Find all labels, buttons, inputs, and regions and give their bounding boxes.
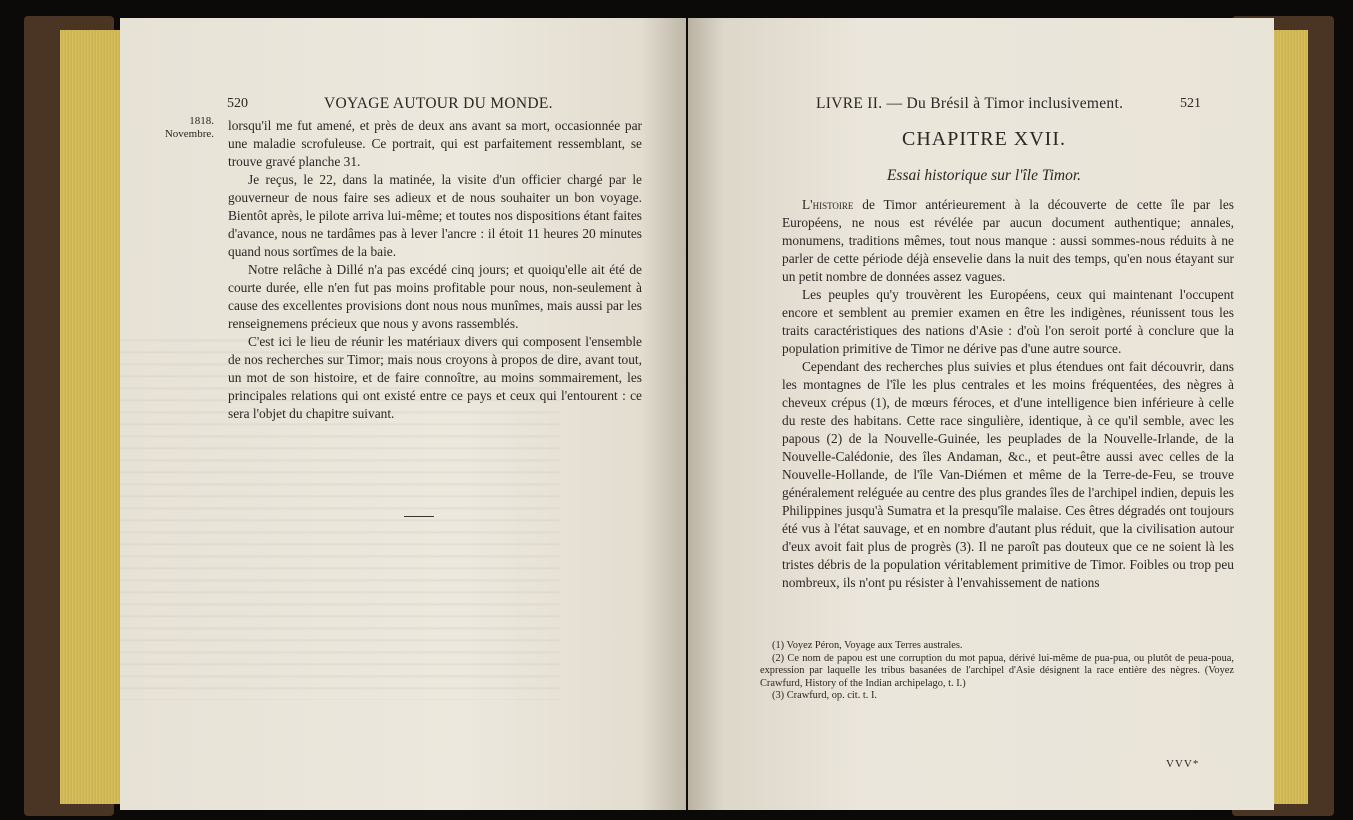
- left-body-text: [228, 117, 642, 423]
- footnotes: [760, 640, 1234, 703]
- gilt-page-edge-right: [1268, 30, 1308, 804]
- margin-note: [158, 115, 214, 141]
- lead-word: L'histoire: [802, 197, 854, 212]
- left-running-head: VOYAGE AUTOUR DU MONDE.: [324, 95, 553, 112]
- paragraph-text: de Timor antérieurement à la découverte de cette île par les Européens, ne nous est révélée par aucun document authentique; annales, monumens, traditions mêmes, tout nous manque : aussi sommes-nous réduits à ne parler de cette période déjà ensevelie dans la nuit des temps, qu'en nous étayant sur un petit nombre de données assez vagues.: [782, 197, 1234, 284]
- right-running-head: LIVRE II. — Du Brésil à Timor inclusivement.: [816, 95, 1124, 112]
- chapter-subtitle: Essai historique sur l'île Timor.: [886, 167, 1082, 184]
- chapter-title: CHAPITRE XVII.: [902, 128, 1066, 150]
- right-page-number: 521: [1180, 96, 1201, 111]
- paragraph: C'est ici le lieu de réunir les matériaux divers qui composent l'ensemble de nos recherches sur Timor; mais nous croyons à propos de dire, avant tout, un mot de son histoire, et de faire connoître, au moins sommairement, les principales relations qui ont existé entre ce pays et ceux qui l'entourent : ce sera l'objet du chapitre suivant.: [228, 334, 642, 421]
- footnote: (1) Voyez Péron, Voyage aux Terres australes.: [772, 640, 963, 651]
- section-rule: [404, 516, 434, 517]
- left-page-number: 520: [227, 96, 248, 111]
- paragraph: [782, 196, 1234, 286]
- paragraph: lorsqu'il me fut amené, et près de deux ans avant sa mort, occasionnée par une maladie scrofuleuse. Ce portrait, qui est parfaitement ressemblant, se trouve gravé planche 31.: [228, 118, 642, 169]
- paragraph: Cependant des recherches plus suivies et plus étendues ont fait découvrir, dans les montagnes de l'île les plus centrales et les moins fréquentées, des nègres à cheveux crépus (1), de mœurs féroces, et d'une intelligence bien inférieure à celle du reste des habitans. Cette race singulière, identique, à ce qu'il semble, avec les papous (2) de la Nouvelle-Guinée, les peuplades de la Nouvelle-Irlande, de la Nouvelle-Calédonie, des îles Andaman, &c., et peut-être aussi avec celles de la Nouvelle-Hollande, de l'île Van-Diémen et même de la Terre-de-Feu, se trouve généralement reléguée au centre des plus grandes îles de l'archipel indien, depuis les Philippines jusqu'à Sumatra et la presqu'île malaise. Ces êtres dégradés ont toujours été vus à l'état sauvage, et en nombre d'autant plus réduit, que la civilisation autour d'eux avoit fait plus de progrès (3). Il ne paroît pas douteux que ce ne soient là les tristes débris de la population véritablement primitive de Timor. Foibles ou trop peu nombreux, ils n'ont pu résister à l'envahissement de nations: [782, 359, 1234, 590]
- right-body-text: [782, 196, 1234, 592]
- signature-mark: VVV*: [1166, 758, 1200, 770]
- paragraph: Je reçus, le 22, dans la matinée, la visite d'un officier chargé par le gouverneur de nous faire ses adieux et de nous souhaiter un bon voyage. Bientôt après, le pilote arriva lui-même; et toutes nos dispositions étant faites d'avance, nous ne tardâmes pas à lever l'ancre : il étoit 11 heures 20 minutes quand nous sortîmes de la baie.: [228, 172, 642, 259]
- footnote: (2) Ce nom de papou est une corruption du mot papua, dérivé lui-même de pua-pua, ou plutôt de peua-poua, expression par laquelle les tribus basanées de l'archipel d'Asie désignent la race entière des nègres. (Voyez Crawfurd, History of the Indian archipelago, t. I.): [760, 652, 1234, 689]
- footnote: (3) Crawfurd, op. cit. t. I.: [772, 690, 878, 701]
- paragraph: Notre relâche à Dillé n'a pas excédé cinq jours; et quoiqu'elle ait été de courte durée, elle n'en fut pas moins profitable pour nous, non-seulement à cause des excellentes provisions dont nous nous munîmes, mais aussi par les renseignemens précieux que nous y avons rassemblés.: [228, 262, 642, 331]
- paragraph: Les peuples qu'y trouvèrent les Européens, ceux qui maintenant l'occupent encore et semblent au premier examen en être les indigènes, réunissent tous les traits caractéristiques des nations d'Asie : d'où l'on seroit porté à conclure que la population primitive de Timor ne dérive pas d'une autre source.: [782, 287, 1234, 356]
- margin-note-year: 1818.: [189, 115, 214, 127]
- gilt-page-edge-left: [60, 30, 120, 804]
- margin-note-month: Novembre.: [164, 128, 214, 140]
